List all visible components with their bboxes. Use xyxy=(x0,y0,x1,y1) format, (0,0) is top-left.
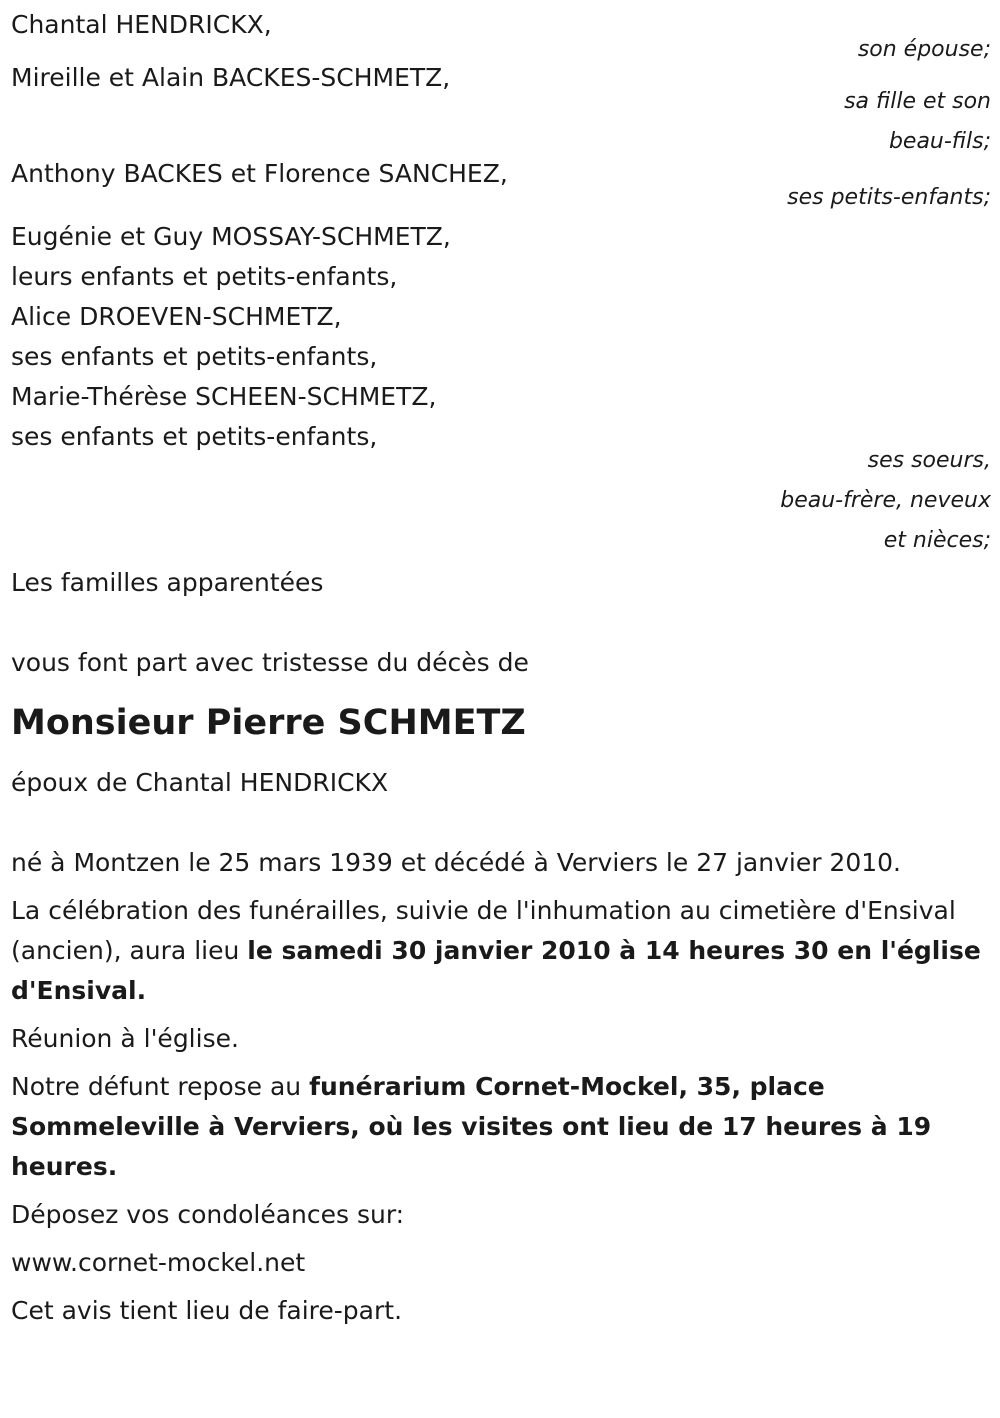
reunion-line: Réunion à l'église. xyxy=(11,1024,239,1053)
family-name-line: Chantal HENDRICKX, xyxy=(11,10,272,39)
ceremony-text: La célébration des funérailles, suivie de l'inhumation au cimetière d'Ensival (ancien), aura lieu xyxy=(11,896,956,965)
family-name-line: Eugénie et Guy MOSSAY-SCHMETZ, xyxy=(11,222,451,251)
family-name-line: Alice DROEVEN-SCHMETZ, xyxy=(11,302,342,331)
website-link[interactable]: www.cornet-mockel.net xyxy=(11,1248,306,1277)
family-name-line: Marie-Thérèse SCHEEN-SCHMETZ, xyxy=(11,382,437,411)
family-role: beau-frère, neveux xyxy=(780,488,991,513)
family-role: son épouse; xyxy=(857,37,991,62)
repose-details: funérarium Cornet-Mockel, 35, place Sommeleville à Verviers, où les visites ont lieu de 17 heures à 19 heures. xyxy=(11,1072,932,1181)
family-name-line: leurs enfants et petits-enfants, xyxy=(11,262,398,291)
families-line: Les familles apparentées xyxy=(11,568,324,597)
obituary-notice xyxy=(11,0,991,1418)
repose-text: Notre défunt repose au xyxy=(11,1072,310,1101)
closing-line: Cet avis tient lieu de faire-part. xyxy=(11,1296,403,1325)
ceremony-paragraph xyxy=(11,891,991,1011)
family-role: sa fille et son xyxy=(844,89,991,114)
family-name-line: ses enfants et petits-enfants, xyxy=(11,342,378,371)
ceremony-details: le samedi 30 janvier 2010 à 14 heures 30 en l'église d'Ensival. xyxy=(11,936,981,1005)
family-name-line: ses enfants et petits-enfants, xyxy=(11,422,378,451)
spacer xyxy=(11,603,991,643)
family-name-line: Anthony BACKES et Florence SANCHEZ, xyxy=(11,159,508,188)
birth-death-line: né à Montzen le 25 mars 1939 et décédé à Verviers le 27 janvier 2010. xyxy=(11,848,901,877)
family-role: beau-fils; xyxy=(888,129,991,154)
deceased-name: Monsieur Pierre SCHMETZ xyxy=(11,703,526,743)
repose-paragraph xyxy=(11,1067,991,1187)
family-name-line: Mireille et Alain BACKES-SCHMETZ, xyxy=(11,63,451,92)
spouse-line: époux de Chantal HENDRICKX xyxy=(11,768,389,797)
family-role: ses soeurs, xyxy=(867,448,991,473)
family-role: ses petits-enfants; xyxy=(787,185,991,210)
spacer xyxy=(11,803,991,843)
family-role: et nièces; xyxy=(883,528,991,553)
announce-line: vous font part avec tristesse du décès de xyxy=(11,648,529,677)
condolences-label: Déposez vos condoléances sur: xyxy=(11,1200,405,1229)
